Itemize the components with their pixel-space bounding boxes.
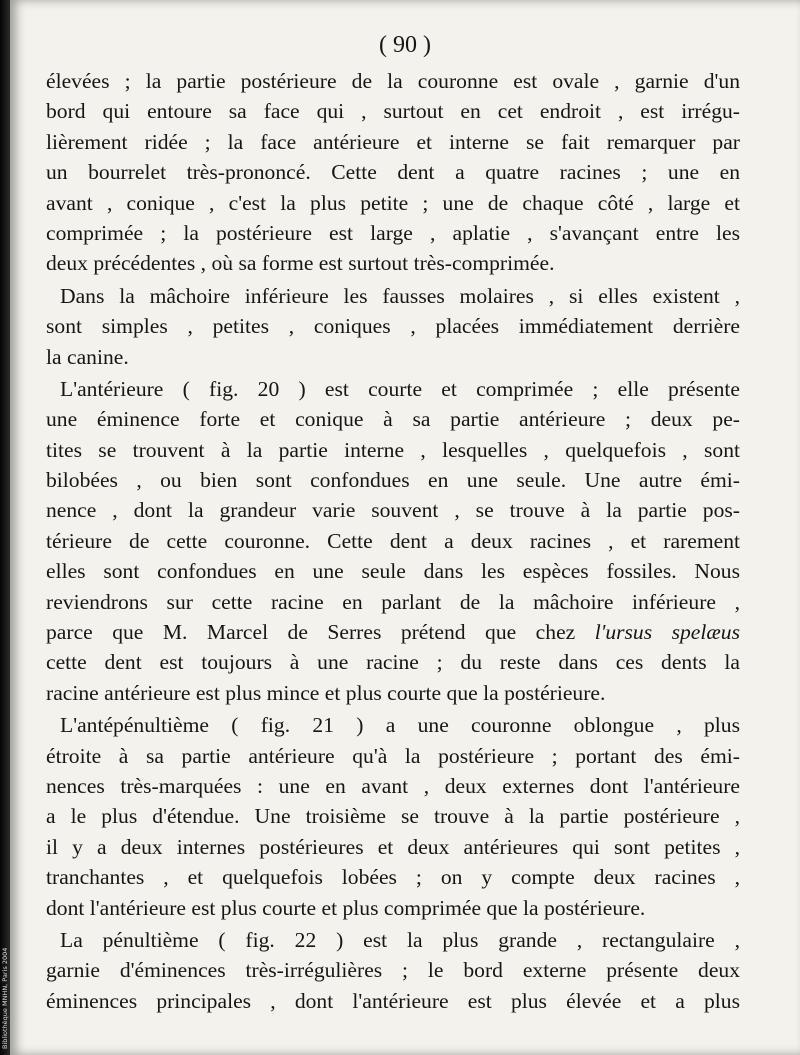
- paragraph: [46, 925, 740, 1016]
- text-line: a le plus d'étendue. Une troisième se trouve à la partie postérieure ,: [46, 804, 740, 829]
- text-line: Dans la mâchoire inférieure les fausses molaires , si elles existent ,: [60, 283, 740, 308]
- text-line: avant , conique , c'est la plus petite ; une de chaque côté , large et: [46, 190, 740, 215]
- text-line-with-italic: [46, 617, 740, 647]
- paragraph: [46, 710, 740, 923]
- text-line: élevées ; la partie postérieure de la couronne est ovale , garnie d'un: [46, 69, 740, 93]
- text-line: il y a deux internes postérieures et deux antérieures qui sont petites ,: [46, 834, 740, 859]
- text-line: éminences principales , dont l'antérieure est plus élevée et a plus: [46, 988, 740, 1013]
- text-line: térieure de cette couronne. Cette dent a deux racines , et rarement: [46, 528, 740, 553]
- body-text: [46, 66, 740, 1016]
- book-page: [10, 0, 800, 1055]
- text-line: dont l'antérieure est plus courte et plus comprimée que la postérieure.: [46, 895, 646, 920]
- text-line: sont simples , petites , coniques , placées immédiatement derrière: [46, 314, 740, 339]
- page-number: ( 90 ): [379, 32, 431, 58]
- text-line: une éminence forte et conique à sa partie antérieure ; deux pe-: [46, 407, 740, 432]
- text-line: nences très-marquées : une en avant , deux externes dont l'antérieure: [46, 773, 740, 798]
- text-line: deux précédentes , où sa forme est surtout très-comprimée.: [46, 251, 555, 276]
- text-line: nence , dont la grandeur varie souvent , se trouve à la partie pos-: [46, 498, 740, 523]
- text-line: garnie d'éminences très-irrégulières ; le bord externe présente deux: [46, 958, 740, 983]
- text-line: lièrement ridée ; la face antérieure et interne se fait remarquer par: [46, 129, 740, 154]
- scan-margin-edge: [0, 0, 10, 1055]
- text-line: tites se trouvent à la partie interne , lesquelles , quelquefois , sont: [46, 437, 740, 462]
- text-line: bilobées , ou bien sont confondues en une seule. Une autre émi-: [46, 468, 740, 493]
- text-line: cette dent est toujours à une racine ; du reste dans ces dents la: [46, 650, 740, 675]
- text-line: un bourrelet très-prononcé. Cette dent a quatre racines ; une en: [46, 160, 740, 185]
- text-span: parce que M. Marcel de Serres prétend que chez: [46, 620, 576, 645]
- paragraph: [46, 374, 740, 708]
- paragraph: [46, 66, 740, 279]
- text-line: reviendrons sur cette racine en parlant de la mâchoire inférieure ,: [46, 589, 740, 614]
- text-line: comprimée ; la postérieure est large , aplatie , s'avançant entre les: [46, 220, 740, 245]
- text-line: La pénultième ( fig. 22 ) est la plus grande , rectangulaire ,: [60, 927, 740, 952]
- library-stamp: Bibliothèque MNHN, Paris 2004: [1, 947, 9, 1049]
- text-line: tranchantes , et quelquefois lobées ; on y compte deux racines ,: [46, 865, 740, 890]
- text-line: racine antérieure est plus mince et plus courte que la postérieure.: [46, 680, 606, 705]
- paragraph: [46, 281, 740, 372]
- text-line: bord qui entoure sa face qui , surtout en cet endroit , est irrégu-: [46, 99, 740, 124]
- text-line: la canine.: [46, 344, 129, 369]
- text-line: L'antépénultième ( fig. 21 ) a une couronne oblongue , plus: [60, 713, 740, 738]
- text-line: elles sont confondues en une seule dans les espèces fossiles. Nous: [46, 559, 740, 584]
- text-line: L'antérieure ( fig. 20 ) est courte et comprimée ; elle présente: [60, 376, 740, 401]
- text-line: étroite à sa partie antérieure qu'à la postérieure ; portant des émi-: [46, 743, 740, 768]
- species-name-italic: l'ursus spelæus: [594, 620, 740, 645]
